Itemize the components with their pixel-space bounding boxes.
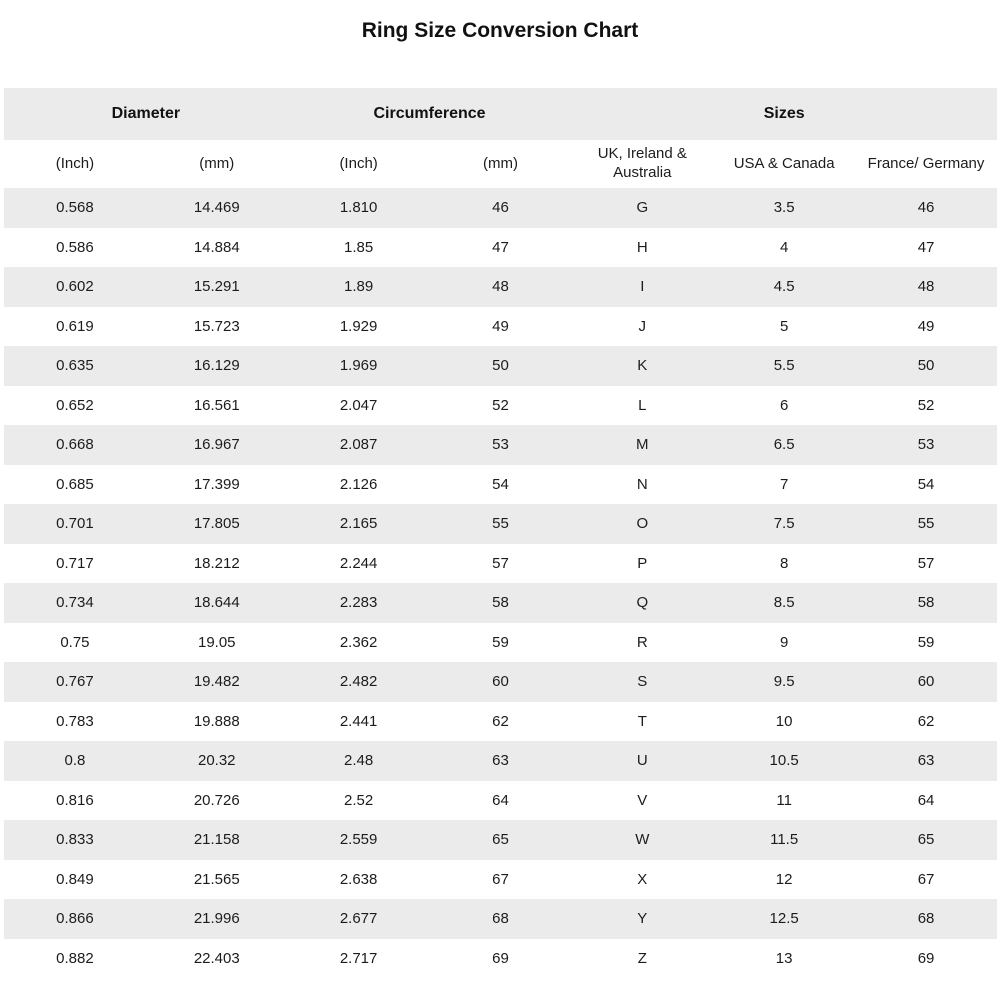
table-cell: 2.48	[344, 752, 374, 770]
table-row-size-y	[4, 899, 997, 939]
table-cell: 65	[492, 831, 509, 849]
table-cell: Z	[637, 949, 647, 967]
table-cell: 53	[917, 436, 935, 454]
table-cell: K	[637, 357, 648, 375]
table-cell: 0.833	[56, 831, 94, 849]
table-cell: 16.561	[193, 396, 240, 414]
table-cell: W	[635, 831, 650, 849]
table-cell: 53	[492, 436, 509, 454]
table-cell: 5.5	[773, 357, 795, 375]
table-row-size-v	[4, 781, 997, 821]
table-row-size-m	[4, 425, 997, 465]
table-row-size-g	[4, 188, 997, 228]
table-cell: 7	[779, 475, 789, 493]
table-cell: G	[636, 199, 649, 217]
table-cell: N	[636, 475, 648, 493]
table-row-size-h	[4, 228, 997, 268]
page-title: Ring Size Conversion Chart	[361, 19, 639, 42]
column-header-france-germany: France/ Germany	[867, 154, 985, 172]
table-cell: 48	[492, 278, 509, 296]
table-cell: H	[636, 238, 648, 256]
table-row-size-k	[4, 346, 997, 386]
table-cell: 4	[779, 238, 789, 256]
table-cell: 0.849	[56, 870, 94, 888]
table-cell: 11.5	[770, 831, 799, 849]
table-cell: 47	[492, 238, 509, 256]
table-cell: X	[637, 870, 648, 888]
table-cell: 0.8	[64, 752, 86, 770]
table-cell: 20.32	[197, 752, 236, 770]
table-cell: 2.283	[339, 594, 378, 612]
table-cell: 6	[779, 396, 789, 414]
table-row-size-o	[4, 504, 997, 544]
table-cell: 49	[492, 317, 509, 335]
table-cell: 15.291	[193, 278, 240, 296]
table-cell: 9	[779, 633, 789, 651]
table-cell: P	[637, 554, 648, 572]
table-cell: 10.5	[769, 752, 799, 770]
table-cell: 1.929	[339, 317, 378, 335]
column-header-mm: (mm)	[482, 154, 518, 172]
table-row-size-p	[4, 544, 997, 584]
table-cell: 2.126	[339, 475, 378, 493]
table-cell: 55	[917, 515, 935, 533]
table-head	[4, 88, 997, 188]
table-cell: 0.734	[56, 594, 94, 612]
table-cell: 2.244	[339, 554, 378, 572]
table-cell: 0.619	[56, 317, 94, 335]
table-cell: 69	[492, 949, 509, 967]
table-row-size-s	[4, 662, 997, 702]
table-cell: 1.85	[344, 238, 374, 256]
table-cell: 0.816	[56, 791, 94, 809]
table-cell: 54	[917, 475, 935, 493]
table-cell: 68	[917, 910, 935, 928]
table-cell: 21.565	[193, 870, 240, 888]
group-header-row	[4, 88, 997, 140]
table-row-size-r	[4, 623, 997, 663]
ring-size-conversion-table	[4, 88, 997, 978]
column-header-usa-canada: USA & Canada	[733, 154, 835, 172]
table-cell: 2.482	[339, 673, 378, 691]
table-cell: 59	[492, 633, 509, 651]
table-cell: 0.668	[56, 436, 94, 454]
table-row-size-t	[4, 702, 997, 742]
table-cell: 47	[917, 238, 935, 256]
table-cell: 16.129	[193, 357, 240, 375]
table-cell: 2.047	[339, 396, 378, 414]
table-cell: V	[637, 791, 648, 809]
table-cell: 0.866	[56, 910, 94, 928]
table-cell: 18.644	[193, 594, 240, 612]
table-cell: 48	[917, 278, 935, 296]
table-cell: 0.783	[56, 712, 94, 730]
table-cell: 19.482	[193, 673, 240, 691]
table-cell: 14.884	[193, 238, 240, 256]
table-row-size-l	[4, 386, 997, 426]
column-header-inch: (Inch)	[339, 154, 378, 172]
table-cell: 64	[917, 791, 935, 809]
table-cell: 62	[917, 712, 935, 730]
table-cell: 2.165	[339, 515, 378, 533]
table-cell: 58	[492, 594, 509, 612]
table-cell: L	[638, 396, 647, 414]
table-cell: 63	[917, 752, 935, 770]
table-cell: 65	[917, 831, 935, 849]
table-cell: 6.5	[773, 436, 795, 454]
table-cell: 57	[492, 554, 509, 572]
table-cell: 0.652	[56, 396, 94, 414]
table-cell: 46	[917, 199, 935, 217]
table-cell: 10	[775, 712, 793, 730]
table-cell: 67	[917, 870, 935, 888]
table-cell: 19.888	[193, 712, 240, 730]
table-row-size-z	[4, 939, 997, 979]
table-cell: 0.602	[56, 278, 94, 296]
table-cell: 0.882	[56, 949, 94, 967]
table-cell: 2.717	[339, 949, 378, 967]
table-cell: 2.087	[339, 436, 378, 454]
group-header-circumference: Circumference	[288, 88, 572, 140]
table-cell: 0.568	[56, 199, 94, 217]
table-cell: 12	[775, 870, 793, 888]
table-cell: 9.5	[773, 673, 795, 691]
table-cell: 68	[492, 910, 509, 928]
table-cell: 49	[917, 317, 935, 335]
table-cell: 52	[917, 396, 935, 414]
table-cell: 12.5	[769, 910, 799, 928]
table-cell: 59	[917, 633, 935, 651]
column-header-inch: (Inch)	[55, 154, 95, 172]
table-cell: Y	[637, 910, 648, 928]
table-cell: 60	[492, 673, 509, 691]
table-cell: 2.677	[339, 910, 378, 928]
table-cell: 7.5	[773, 515, 795, 533]
table-row-size-u	[4, 741, 997, 781]
table-row-size-q	[4, 583, 997, 623]
table-cell: 19.05	[197, 633, 236, 651]
table-cell: 0.685	[56, 475, 94, 493]
table-cell: 63	[492, 752, 509, 770]
table-row-size-n	[4, 465, 997, 505]
table-cell: 2.362	[339, 633, 378, 651]
table-cell: T	[637, 712, 647, 730]
table-cell: 0.767	[56, 673, 94, 691]
table-cell: 64	[492, 791, 509, 809]
table-cell: 22.403	[193, 949, 240, 967]
table-cell: 11	[776, 791, 792, 809]
table-cell: 60	[917, 673, 935, 691]
table-cell: 20.726	[193, 791, 240, 809]
table-cell: 13	[775, 949, 793, 967]
table-cell: 0.75	[60, 633, 90, 651]
table-cell: 17.805	[193, 515, 240, 533]
table-cell: M	[636, 436, 649, 454]
group-header-sizes: Sizes	[571, 88, 997, 140]
table-cell: 15.723	[193, 317, 240, 335]
table-cell: 1.810	[339, 199, 378, 217]
table-cell: 14.469	[193, 199, 240, 217]
table-cell: 8	[779, 554, 789, 572]
table-cell: 1.89	[344, 278, 374, 296]
table-cell: 69	[917, 949, 935, 967]
table-row-size-j	[4, 307, 997, 347]
table-cell: 62	[492, 712, 509, 730]
table-cell: 1.969	[339, 357, 378, 375]
table-cell: R	[636, 633, 648, 651]
table-cell: 55	[492, 515, 509, 533]
table-row-size-i	[4, 267, 997, 307]
table-cell: O	[636, 515, 649, 533]
table-cell: Q	[636, 594, 649, 612]
table-cell: 0.586	[56, 238, 94, 256]
table-cell: 18.212	[193, 554, 240, 572]
table-cell: 16.967	[193, 436, 240, 454]
table-cell: 46	[492, 199, 509, 217]
column-header-mm: (mm)	[199, 154, 235, 172]
table-cell: 21.158	[193, 831, 240, 849]
table-cell: 3.5	[773, 199, 795, 217]
table-cell: 2.559	[339, 831, 378, 849]
table-cell: 2.441	[339, 712, 378, 730]
table-cell: 57	[917, 554, 935, 572]
table-cell: 54	[492, 475, 509, 493]
table-cell: 0.635	[56, 357, 94, 375]
table-cell: 2.638	[339, 870, 378, 888]
table-cell: 0.701	[56, 515, 94, 533]
table-cell: U	[636, 752, 648, 770]
table-cell: J	[638, 317, 647, 335]
table-cell: 50	[492, 357, 509, 375]
table-cell: 50	[917, 357, 935, 375]
table-cell: 5	[779, 317, 789, 335]
table-row-size-w	[4, 820, 997, 860]
table-body	[4, 188, 997, 978]
table-cell: 17.399	[193, 475, 240, 493]
table-cell: 4.5	[773, 278, 795, 296]
table-cell: 52	[492, 396, 509, 414]
table-cell: 58	[917, 594, 935, 612]
table-cell: 2.52	[344, 791, 374, 809]
table-cell: 21.996	[193, 910, 240, 928]
table-row-size-x	[4, 860, 997, 900]
column-header-uk-ireland-australia: UK, Ireland & Australia	[597, 145, 687, 181]
column-header-row	[4, 140, 997, 188]
group-header-diameter: Diameter	[4, 88, 288, 140]
table-cell: 0.717	[56, 554, 94, 572]
table-cell: I	[640, 278, 645, 296]
table-cell: 8.5	[773, 594, 795, 612]
table-cell: 67	[492, 870, 509, 888]
table-cell: S	[637, 673, 648, 691]
